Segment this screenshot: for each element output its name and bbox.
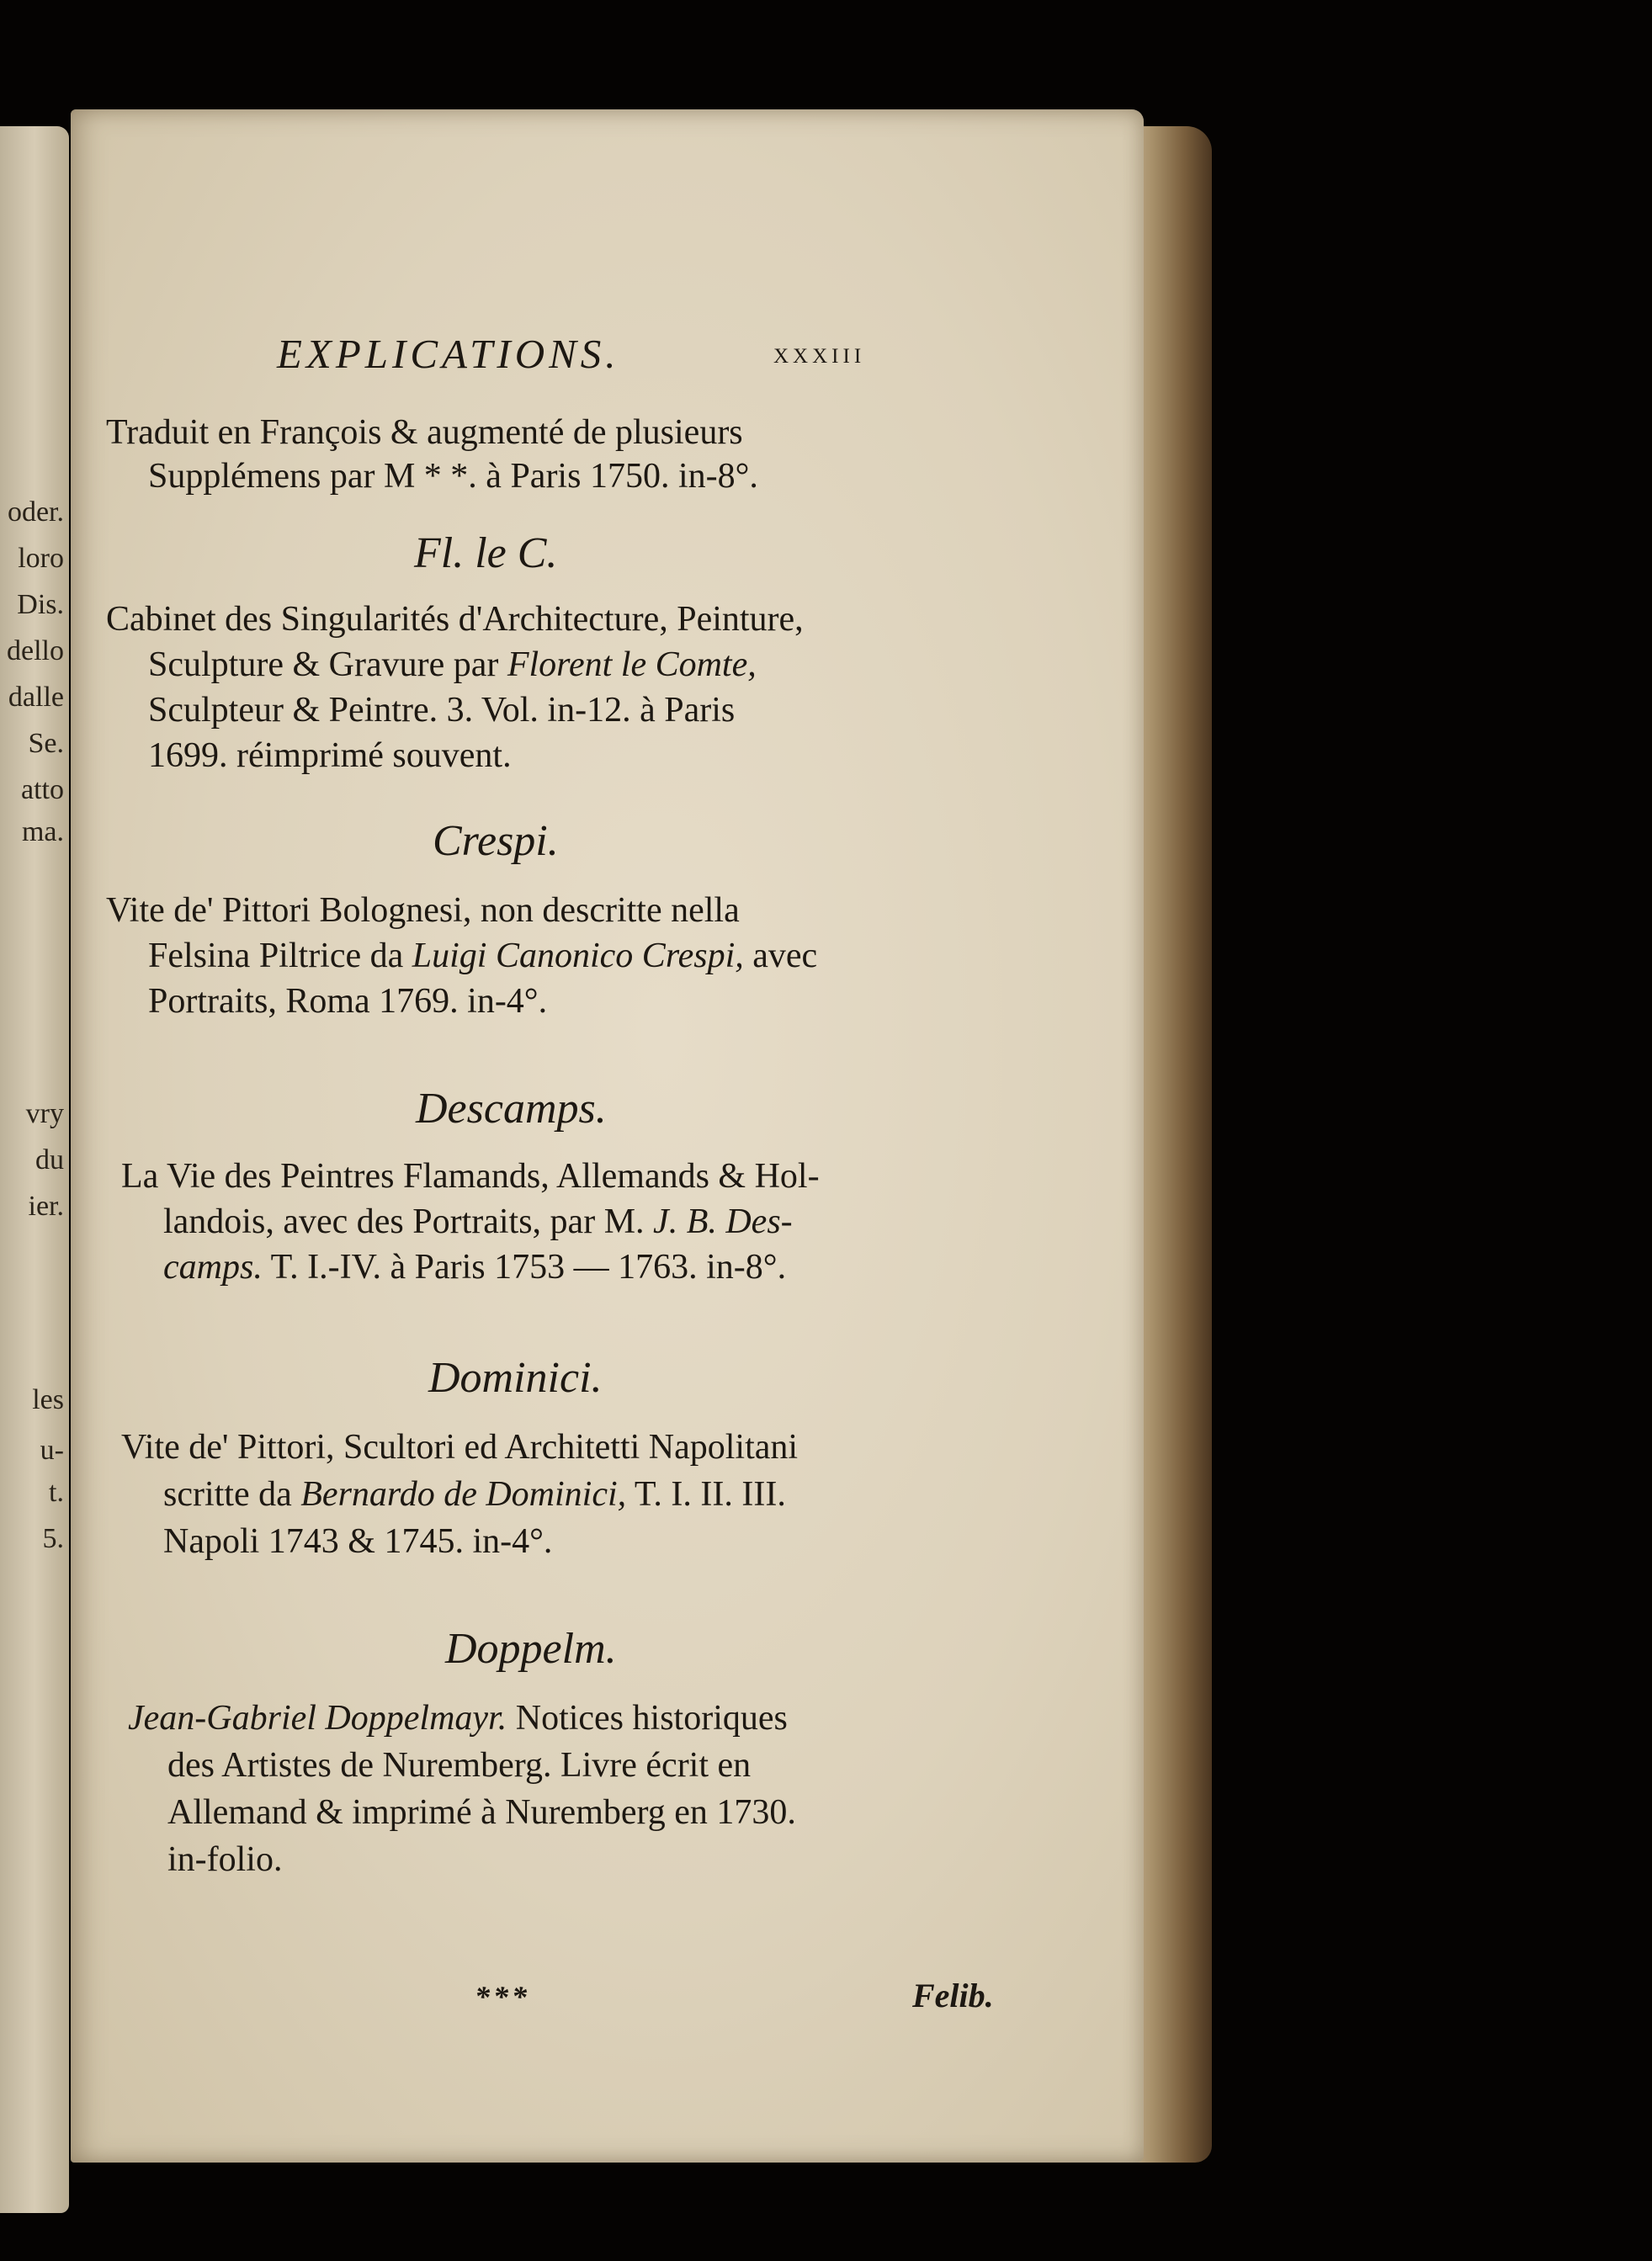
- entry-line: landois, avec des Portraits, par M. J. B. Des-: [163, 1202, 793, 1241]
- entry-line: camps. T. I.-IV. à Paris 1753 — 1763. in-8°.: [163, 1248, 787, 1287]
- entry-line: Supplémens par M * *. à Paris 1750. in-8°.: [148, 457, 758, 496]
- left-fragment: ier.: [28, 1191, 64, 1222]
- left-fragment: vry: [25, 1098, 64, 1129]
- entry-line: Traduit en François & augmenté de plusieurs: [106, 413, 743, 452]
- section-heading: Fl. le C.: [414, 529, 558, 577]
- entry-line: Sculpture & Gravure par Florent le Comte,: [148, 645, 757, 684]
- section-heading: Crespi.: [433, 817, 559, 865]
- entry-line: scritte da Bernardo de Dominici, T. I. II. III.: [163, 1475, 786, 1514]
- entry-line: Portraits, Roma 1769. in-4°.: [148, 982, 548, 1021]
- left-fragment: Dis.: [17, 589, 64, 620]
- page-number: xxxiii: [773, 336, 866, 369]
- section-heading: Doppelm.: [445, 1625, 617, 1673]
- left-fragment: loro: [18, 543, 64, 574]
- entry-line: Vite de' Pittori, Scultori ed Architetti Napolitani: [121, 1428, 799, 1467]
- entry-line: Jean-Gabriel Doppelmayr. Notices historiques: [128, 1699, 788, 1738]
- left-fragment: atto: [21, 774, 64, 805]
- section-heading: Descamps.: [416, 1085, 607, 1133]
- left-fragment: 5.: [42, 1523, 64, 1554]
- book-page: [71, 109, 1144, 2163]
- left-fragment: u-: [40, 1435, 64, 1466]
- running-title: EXPLICATIONS.: [277, 331, 620, 377]
- section-heading: Dominici.: [428, 1354, 603, 1402]
- entry-line: Allemand & imprimé à Nuremberg en 1730.: [167, 1793, 796, 1832]
- entry-line: Cabinet des Singularités d'Architecture, Peinture,: [106, 600, 804, 639]
- left-fragment: Se.: [28, 728, 64, 759]
- entry-line: in-folio.: [167, 1840, 283, 1879]
- entry-line: Napoli 1743 & 1745. in-4°.: [163, 1522, 553, 1561]
- left-page: [0, 126, 69, 2213]
- left-fragment: dello: [7, 635, 64, 666]
- catchword: Felib.: [912, 1977, 994, 2014]
- left-fragment: du: [35, 1144, 64, 1176]
- signature-mark: ***: [475, 1980, 530, 2014]
- left-fragment: t.: [49, 1477, 64, 1508]
- entry-line: La Vie des Peintres Flamands, Allemands & Hol-: [121, 1157, 820, 1196]
- entry-line: Felsina Piltrice da Luigi Canonico Crespi, avec: [148, 937, 818, 975]
- entry-line: des Artistes de Nuremberg. Livre écrit en: [167, 1746, 752, 1785]
- left-fragment: dalle: [8, 682, 64, 713]
- left-fragment: oder.: [7, 496, 64, 528]
- left-fragment: les: [32, 1384, 64, 1415]
- left-fragment: ma.: [21, 816, 64, 847]
- entry-line: Vite de' Pittori Bolognesi, non descritte nella: [106, 891, 740, 930]
- entry-line: 1699. réimprimé souvent.: [148, 736, 512, 775]
- entry-line: Sculpteur & Peintre. 3. Vol. in-12. à Paris: [148, 691, 736, 730]
